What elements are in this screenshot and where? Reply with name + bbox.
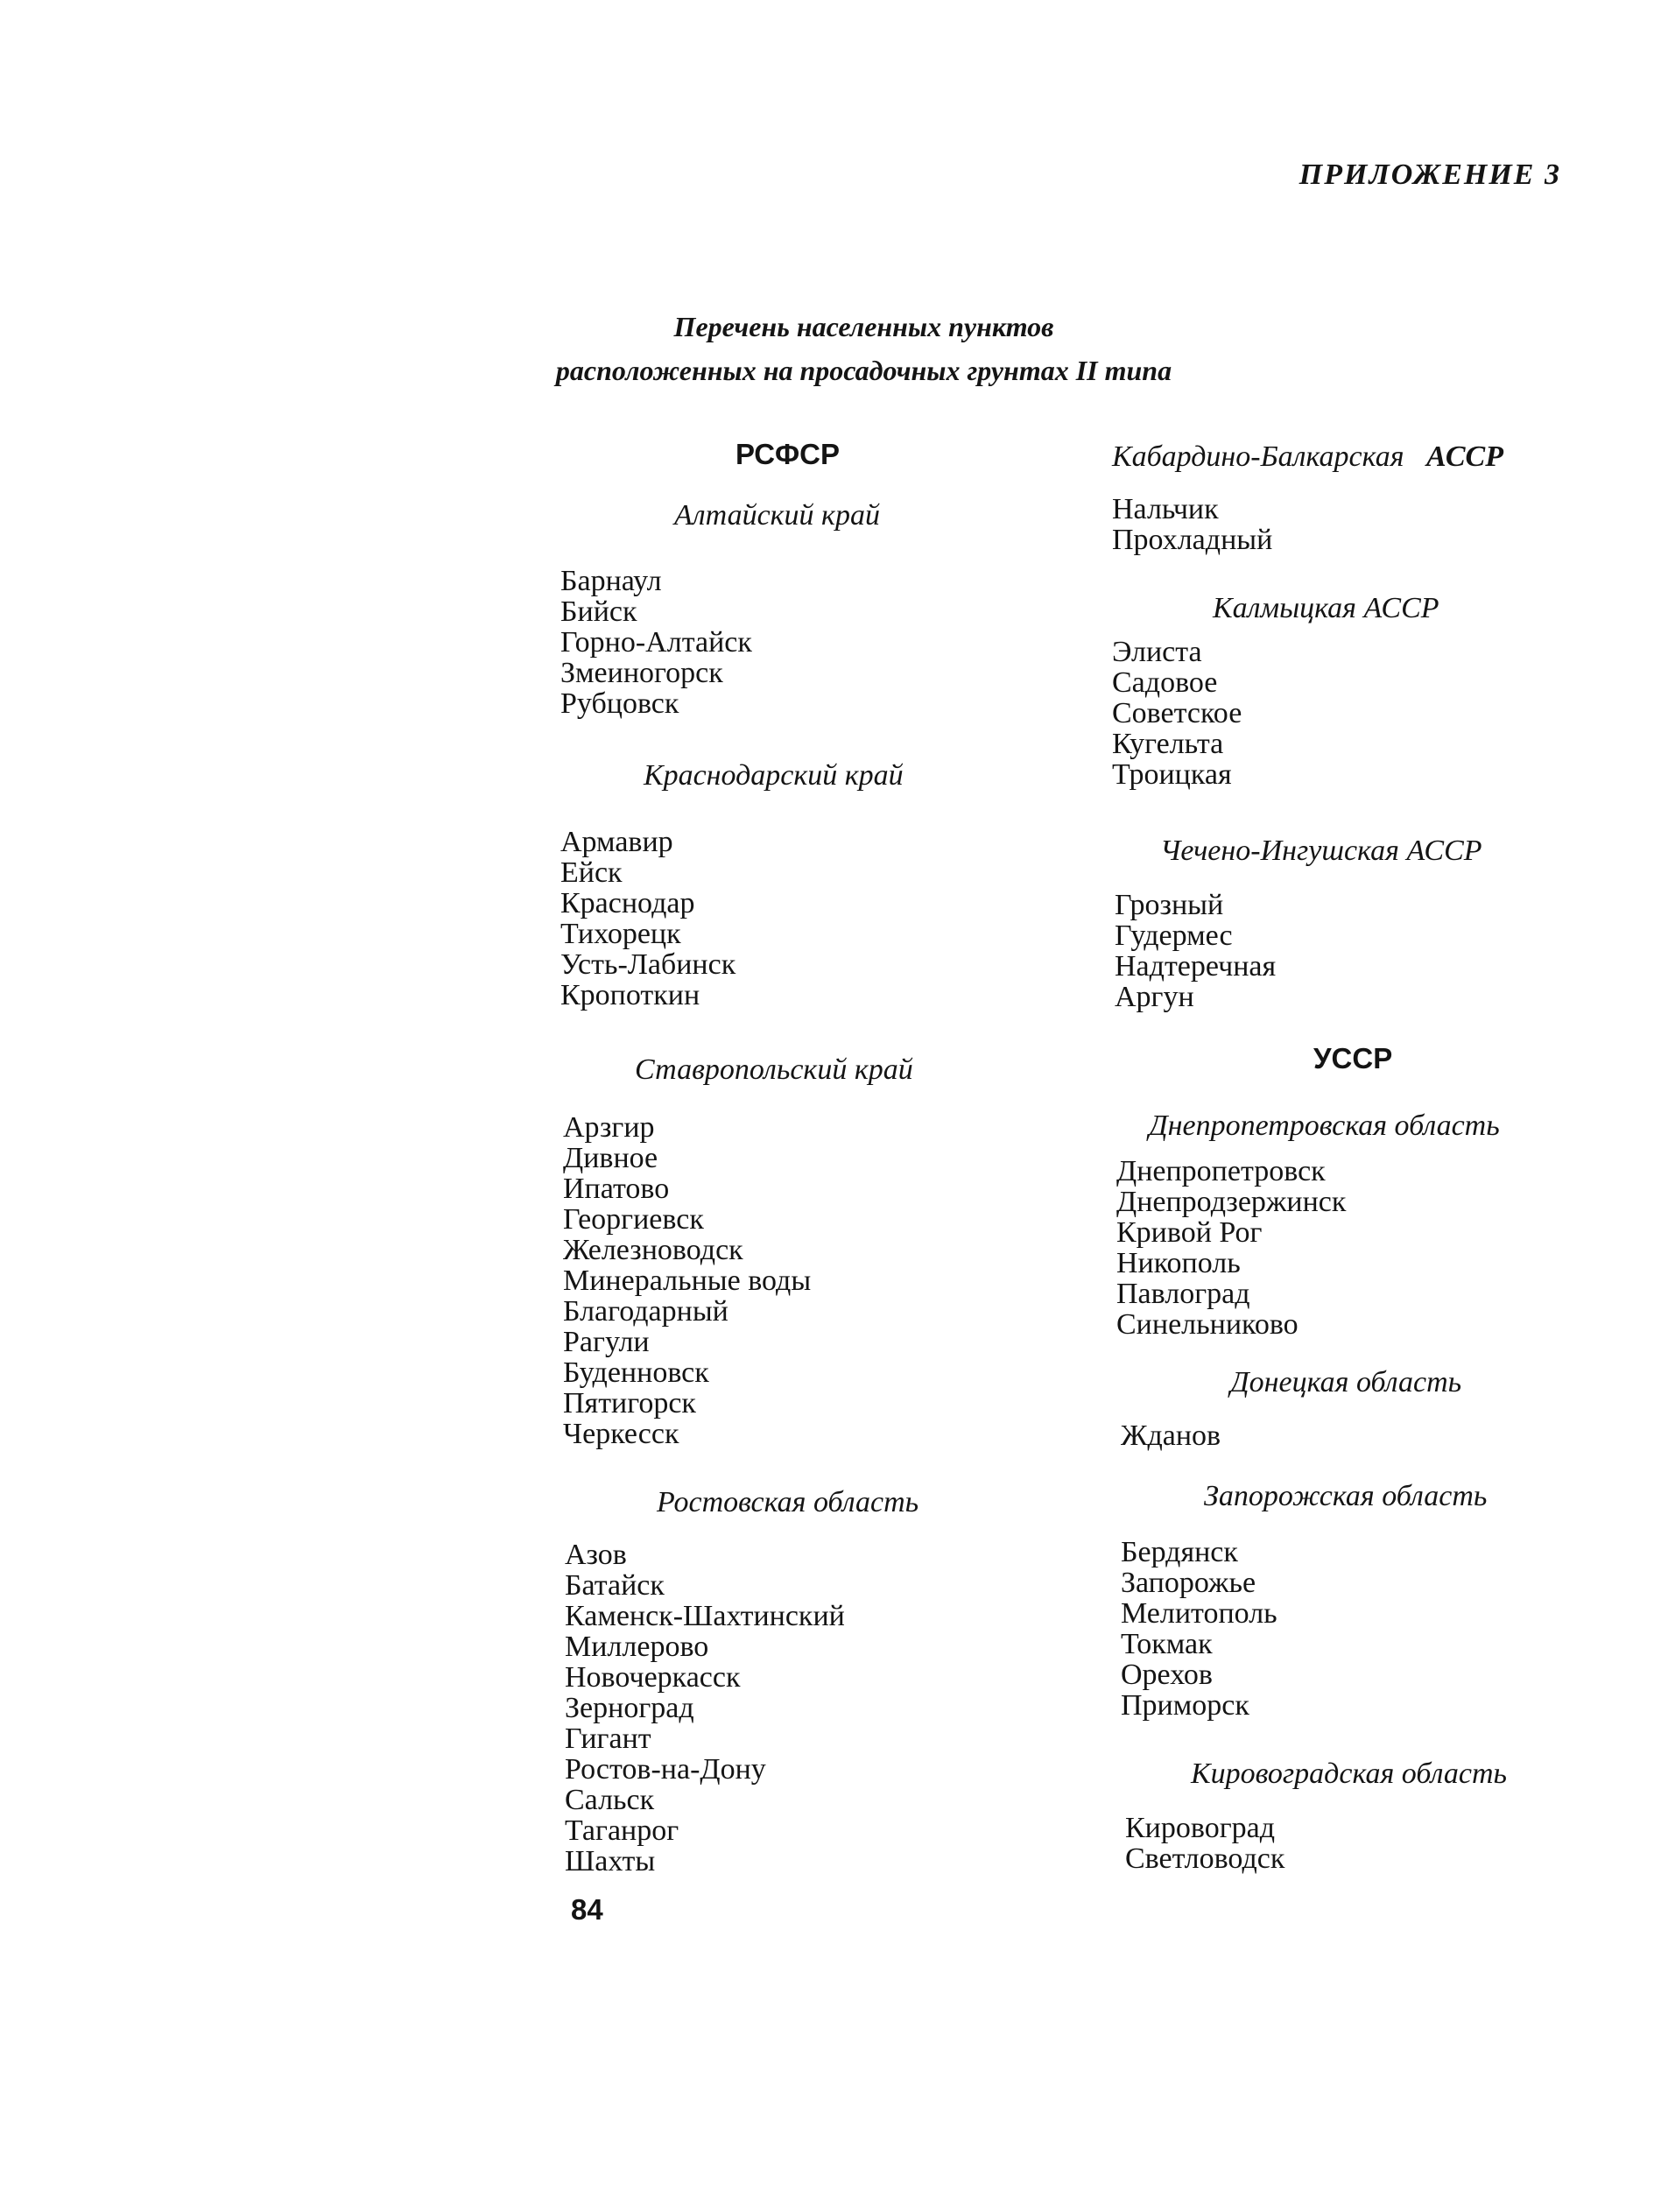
town-name: Пятигорск [563, 1387, 696, 1419]
town-name: Днепропетровск [1116, 1155, 1326, 1187]
town-name: Змеиногорск [560, 657, 723, 689]
town-name: Прохладный [1112, 524, 1273, 556]
town-name: Миллерово [565, 1631, 709, 1663]
page-number: 84 [571, 1893, 603, 1926]
town-name: Ейск [560, 856, 623, 889]
town-name: Элиста [1112, 636, 1202, 668]
town-list-kirovograd [1125, 1813, 1284, 1874]
town-name: Синельниково [1116, 1308, 1298, 1341]
town-name: Буденновск [563, 1356, 709, 1389]
republic-heading-ussr: УССР [1313, 1042, 1393, 1074]
town-name: Батайск [565, 1569, 665, 1602]
town-name: Зерноград [565, 1692, 694, 1724]
region-heading-rostov: Ростовская область [657, 1486, 919, 1518]
town-name: Приморск [1121, 1689, 1249, 1722]
town-name: Барнаул [560, 565, 662, 597]
region-heading-krasnodar: Краснодарский край [644, 759, 904, 792]
town-name: Павлоград [1116, 1278, 1250, 1310]
town-list-krasnodar [560, 827, 735, 1011]
region-heading-altai: Алтайский край [674, 499, 880, 532]
town-name: Кировоград [1125, 1812, 1276, 1844]
town-name: Днепродзержинск [1116, 1186, 1347, 1218]
town-name: Грозный [1115, 889, 1224, 921]
town-name: Железноводск [563, 1234, 743, 1266]
town-list-kalmyk [1112, 637, 1242, 790]
title-line-2: расположенных на просадочных грунтах II типа [555, 355, 1172, 386]
appendix-label: ПРИЛОЖЕНИЕ 3 [1298, 159, 1561, 191]
region-heading-chechen: Чечено-Ингушская АССР [1160, 835, 1482, 867]
town-name: Троицкая [1112, 758, 1232, 791]
town-name: Гудермес [1115, 919, 1233, 952]
town-name: Мелитополь [1121, 1597, 1277, 1630]
town-name: Азов [565, 1539, 627, 1571]
town-name: Новочеркасск [565, 1661, 741, 1694]
town-name: Аргун [1115, 981, 1194, 1013]
town-name: Кропоткин [560, 979, 700, 1011]
town-name: Ипатово [563, 1173, 670, 1205]
town-name: Жданов [1121, 1419, 1221, 1452]
town-name: Никополь [1116, 1247, 1241, 1279]
title-line-1: Перечень населенных пунктов [673, 311, 1054, 342]
town-name: Черкесск [563, 1418, 679, 1450]
town-name: Армавир [560, 826, 673, 858]
town-name: Токмак [1121, 1628, 1213, 1660]
town-list-stavropol [563, 1112, 811, 1449]
town-list-altai [560, 566, 752, 719]
town-name: Запорожье [1121, 1567, 1256, 1599]
region-heading-kalmyk: Калмыцкая АССР [1213, 592, 1439, 624]
town-name: Благодарный [563, 1295, 728, 1328]
town-name: Советское [1112, 697, 1242, 729]
town-name: Минеральные воды [563, 1265, 812, 1297]
town-name: Бердянск [1121, 1536, 1238, 1568]
region-heading-kabardino-suffix: АССР [1426, 440, 1503, 473]
town-name: Ростов-на-Дону [565, 1753, 766, 1786]
region-heading-stavropol: Ставропольский край [635, 1053, 913, 1086]
region-heading-donetsk: Донецкая область [1230, 1366, 1462, 1398]
town-name: Тихорецк [560, 918, 681, 950]
town-list-donetsk [1121, 1420, 1221, 1451]
town-name: Георгиевск [563, 1203, 704, 1236]
town-name: Рагули [563, 1326, 650, 1358]
town-name: Краснодар [560, 887, 695, 919]
town-name: Бийск [560, 595, 637, 628]
town-name: Шахты [565, 1845, 656, 1877]
town-name: Кугельта [1112, 728, 1224, 760]
town-name: Сальск [565, 1784, 655, 1816]
town-name: Дивное [563, 1142, 658, 1174]
region-heading-kabardino-name: Кабардино-Балкарская [1112, 440, 1404, 473]
region-heading-zaporozh: Запорожская область [1204, 1480, 1488, 1512]
town-list-chechen [1115, 890, 1276, 1012]
town-list-dnepr [1116, 1156, 1346, 1340]
town-name: Арзгир [563, 1111, 655, 1144]
town-list-rostov [565, 1539, 845, 1877]
town-name: Горно-Алтайск [560, 626, 752, 659]
town-name: Нальчик [1112, 493, 1219, 525]
town-name: Каменск-Шахтинский [565, 1600, 845, 1632]
town-name: Усть-Лабинск [560, 948, 736, 981]
town-name: Таганрог [565, 1814, 679, 1847]
town-list-zaporozh [1121, 1537, 1277, 1721]
town-name: Гигант [565, 1722, 651, 1755]
town-name: Орехов [1121, 1659, 1213, 1691]
republic-heading-rsfsr: РСФСР [735, 438, 841, 470]
region-heading-dnepr: Днепропетровская область [1149, 1110, 1500, 1142]
town-name: Садовое [1112, 666, 1218, 699]
region-heading-kirovograd: Кировоградская область [1191, 1758, 1507, 1790]
town-name: Кривой Рог [1116, 1216, 1263, 1249]
town-name: Светловодск [1125, 1842, 1285, 1875]
region-heading-kabardino [1112, 440, 1503, 474]
town-list-kabardino [1112, 494, 1272, 555]
town-name: Рубцовск [560, 687, 679, 720]
town-name: Надтеречная [1115, 950, 1277, 983]
